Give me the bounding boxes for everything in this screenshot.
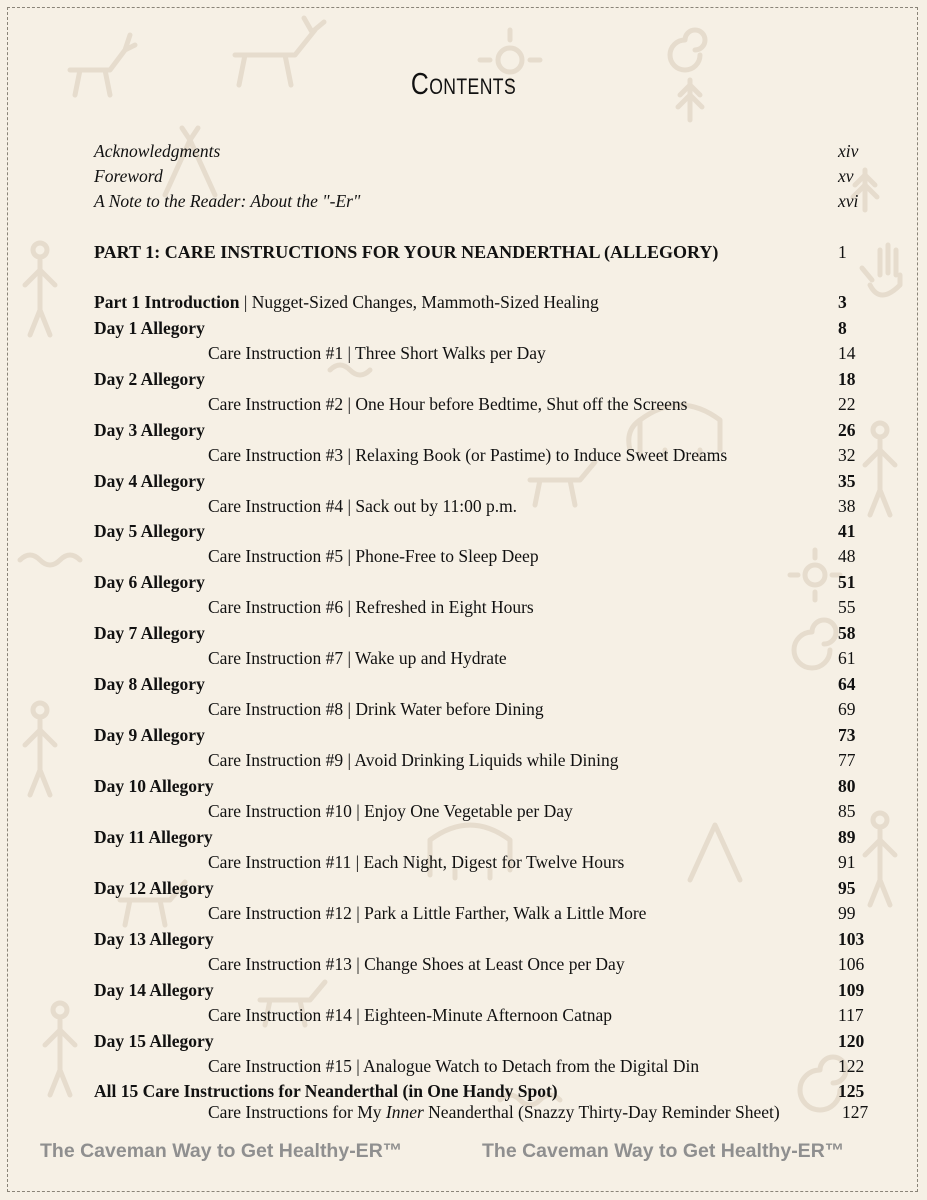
toc-entry-heading: Day 12 Allegory: [94, 878, 214, 898]
toc-entry-page: 3: [838, 292, 847, 312]
toc-entry: [0, 138, 927, 164]
toc-entry-page: 120: [838, 1031, 865, 1051]
toc-entry-title: Care Instruction #7 | Wake up and Hydrate: [208, 648, 507, 668]
toc-entry: [0, 289, 927, 315]
toc-entry: [0, 773, 927, 799]
toc-entry: [0, 645, 927, 671]
toc-entry-page: 51: [838, 572, 856, 592]
toc-entry-page: 41: [838, 521, 856, 541]
toc-entry-page: 125: [838, 1081, 865, 1101]
toc-entry-page: 77: [838, 750, 856, 770]
toc-entry-title: [94, 620, 205, 646]
toc-entry-title: Care Instruction #5 | Phone-Free to Sleep Deep: [208, 546, 539, 566]
toc-entry-page: 69: [838, 699, 856, 719]
toc-entry-title: Care Instruction #6 | Refreshed in Eight Hours: [208, 597, 534, 617]
toc-entry: [0, 671, 927, 697]
toc-entry-title: Care Instruction #4 | Sack out by 11:00 p.m.: [208, 496, 518, 516]
toc-entry: [0, 824, 927, 850]
toc-entry: [0, 468, 927, 494]
toc-entry-page: 95: [838, 878, 856, 898]
toc-entry: [0, 875, 927, 901]
toc-entry: [0, 188, 927, 214]
toc-entry: [0, 798, 927, 824]
toc-entry: [0, 696, 927, 722]
toc-entry: [0, 722, 927, 748]
toc-entry: [0, 442, 927, 468]
toc-entry-heading: All 15 Care Instructions for Neanderthal (in One Handy Spot): [94, 1081, 558, 1101]
toc-entry: [0, 594, 927, 620]
toc-entry-page: xvi: [838, 191, 859, 211]
toc-entry-page: 1: [838, 242, 847, 262]
toc-entry: [0, 417, 927, 443]
toc-entry-title: Care Instruction #3 | Relaxing Book (or Pastime) to Induce Sweet Dreams: [208, 445, 728, 465]
toc-entry-title: [94, 1028, 214, 1054]
toc-entry: [0, 163, 927, 189]
toc-entry-title: Acknowledgments: [94, 141, 221, 161]
toc-entry-title: [94, 671, 205, 697]
toc-entry-page: 99: [838, 903, 856, 923]
toc-entry-text: Care Instructions for My: [208, 1102, 386, 1122]
toc-entry-title: [94, 773, 214, 799]
toc-entry: [0, 543, 927, 569]
toc-entry-page: 38: [838, 496, 856, 516]
toc-entry-italic: Inner: [385, 1102, 424, 1122]
toc-entry: [0, 391, 927, 417]
toc-entry-title: [94, 926, 214, 952]
toc-entry-text: Neanderthal (Snazzy Thirty-Day Reminder Sheet): [423, 1102, 780, 1122]
toc-entry-title: Care Instruction #14 | Eighteen-Minute Afternoon Catnap: [208, 1005, 612, 1025]
toc-entry-title: Care Instruction #12 | Park a Little Farther, Walk a Little More: [208, 903, 647, 923]
toc-entry-heading: Day 3 Allegory: [94, 420, 205, 440]
toc-entry: [0, 518, 927, 544]
toc-entry-heading: Part 1 Introduction: [94, 292, 240, 312]
toc-entry-title: A Note to the Reader: About the "-Er": [94, 191, 361, 211]
toc-entry-heading: Day 10 Allegory: [94, 776, 214, 796]
toc-entry-page: 127: [842, 1102, 869, 1122]
toc-entry: [0, 340, 927, 366]
toc-entry-page: 106: [838, 954, 865, 974]
toc-entry-title: [94, 722, 205, 748]
toc-entry-page: 80: [838, 776, 856, 796]
toc-entry-page: 109: [838, 980, 865, 1000]
toc-entry: [0, 1099, 927, 1125]
toc-entry-title: [94, 518, 205, 544]
toc-entry-page: 73: [838, 725, 856, 745]
toc-entry: [0, 366, 927, 392]
toc-entry-page: 18: [838, 369, 856, 389]
toc-entry-page: 91: [838, 852, 856, 872]
toc-entry-title: Care Instruction #15 | Analogue Watch to Detach from the Digital Din: [208, 1056, 700, 1076]
toc-entry-page: 122: [838, 1056, 865, 1076]
toc-entry-page: 117: [838, 1005, 864, 1025]
toc-entry: [0, 747, 927, 773]
toc-entry-title: [94, 315, 205, 341]
toc-entry-title: PART 1: CARE INSTRUCTIONS FOR YOUR NEANDERTHAL (ALLEGORY): [94, 242, 719, 262]
toc-entry: [0, 900, 927, 926]
toc-entry: [0, 849, 927, 875]
toc-entry-title: Care Instruction #9 | Avoid Drinking Liquids while Dining: [208, 750, 619, 770]
toc-entry: [0, 1028, 927, 1054]
toc-entry-page: 103: [838, 929, 865, 949]
toc-entry-subtitle: | Nugget-Sized Changes, Mammoth-Sized Healing: [239, 292, 599, 312]
toc-entry-title: Care Instruction #11 | Each Night, Digest for Twelve Hours: [208, 852, 625, 872]
footer-right: The Caveman Way to Get Healthy-ER™: [482, 1140, 845, 1162]
toc-entry: [0, 1053, 927, 1079]
toc-entry: [0, 239, 927, 265]
toc-entry-heading: Day 4 Allegory: [94, 471, 205, 491]
toc-entry-page: 32: [838, 445, 856, 465]
toc-entry: [0, 951, 927, 977]
toc-entry-heading: Day 15 Allegory: [94, 1031, 214, 1051]
toc-entry-title: Care Instruction #8 | Drink Water before Dining: [208, 699, 544, 719]
toc-entry-title: Care Instruction #10 | Enjoy One Vegetable per Day: [208, 801, 573, 821]
toc-entry-page: 61: [838, 648, 856, 668]
toc-entry-title: [94, 417, 205, 443]
toc-entry-title: [94, 824, 213, 850]
toc-entry-page: 26: [838, 420, 856, 440]
toc-entry-heading: Day 8 Allegory: [94, 674, 205, 694]
toc-entry-page: 89: [838, 827, 856, 847]
toc-entry: [0, 569, 927, 595]
toc-entry: [0, 926, 927, 952]
toc-entry: [0, 977, 927, 1003]
toc-entry-title: Foreword: [94, 166, 163, 186]
toc-entry-title: Care Instruction #1 | Three Short Walks per Day: [208, 343, 546, 363]
toc-entry-heading: Day 9 Allegory: [94, 725, 205, 745]
toc-entry-title: [94, 569, 205, 595]
toc-entry-page: 35: [838, 471, 856, 491]
footer-left: The Caveman Way to Get Healthy-ER™: [40, 1140, 403, 1162]
toc-entry-title: [94, 366, 205, 392]
toc-entry-title: Care Instruction #13 | Change Shoes at Least Once per Day: [208, 954, 625, 974]
toc-entry-heading: Day 5 Allegory: [94, 521, 205, 541]
toc-entry-page: xv: [838, 166, 854, 186]
toc-entry-heading: Day 14 Allegory: [94, 980, 214, 1000]
toc-entry-page: 48: [838, 546, 856, 566]
toc-entry-heading: Day 13 Allegory: [94, 929, 214, 949]
toc-entry: [0, 493, 927, 519]
toc-entry-page: 58: [838, 623, 856, 643]
toc-entry-heading: Day 6 Allegory: [94, 572, 205, 592]
page-title: Contents: [410, 66, 517, 101]
toc-entry-title: [94, 468, 205, 494]
toc-entry: [0, 620, 927, 646]
toc-entry-title: [208, 1099, 780, 1125]
toc-entry-title: [94, 977, 214, 1003]
toc-entry-page: xiv: [838, 141, 859, 161]
toc-entry-title: [94, 289, 599, 315]
toc-entry: [0, 1002, 927, 1028]
toc-entry-page: 64: [838, 674, 856, 694]
toc-entry-heading: Day 1 Allegory: [94, 318, 205, 338]
toc-entry-heading: Day 7 Allegory: [94, 623, 205, 643]
toc-entry-page: 8: [838, 318, 847, 338]
toc-entry-title: [94, 875, 214, 901]
toc-entry-page: 55: [838, 597, 856, 617]
toc-entry-page: 14: [838, 343, 856, 363]
toc-entry-page: 85: [838, 801, 856, 821]
toc-entry-page: 22: [838, 394, 856, 414]
toc-entry-heading: Day 2 Allegory: [94, 369, 205, 389]
toc-entry-heading: Day 11 Allegory: [94, 827, 213, 847]
toc-entry: [0, 315, 927, 341]
toc-entry-title: Care Instruction #2 | One Hour before Bedtime, Shut off the Screens: [208, 394, 688, 414]
